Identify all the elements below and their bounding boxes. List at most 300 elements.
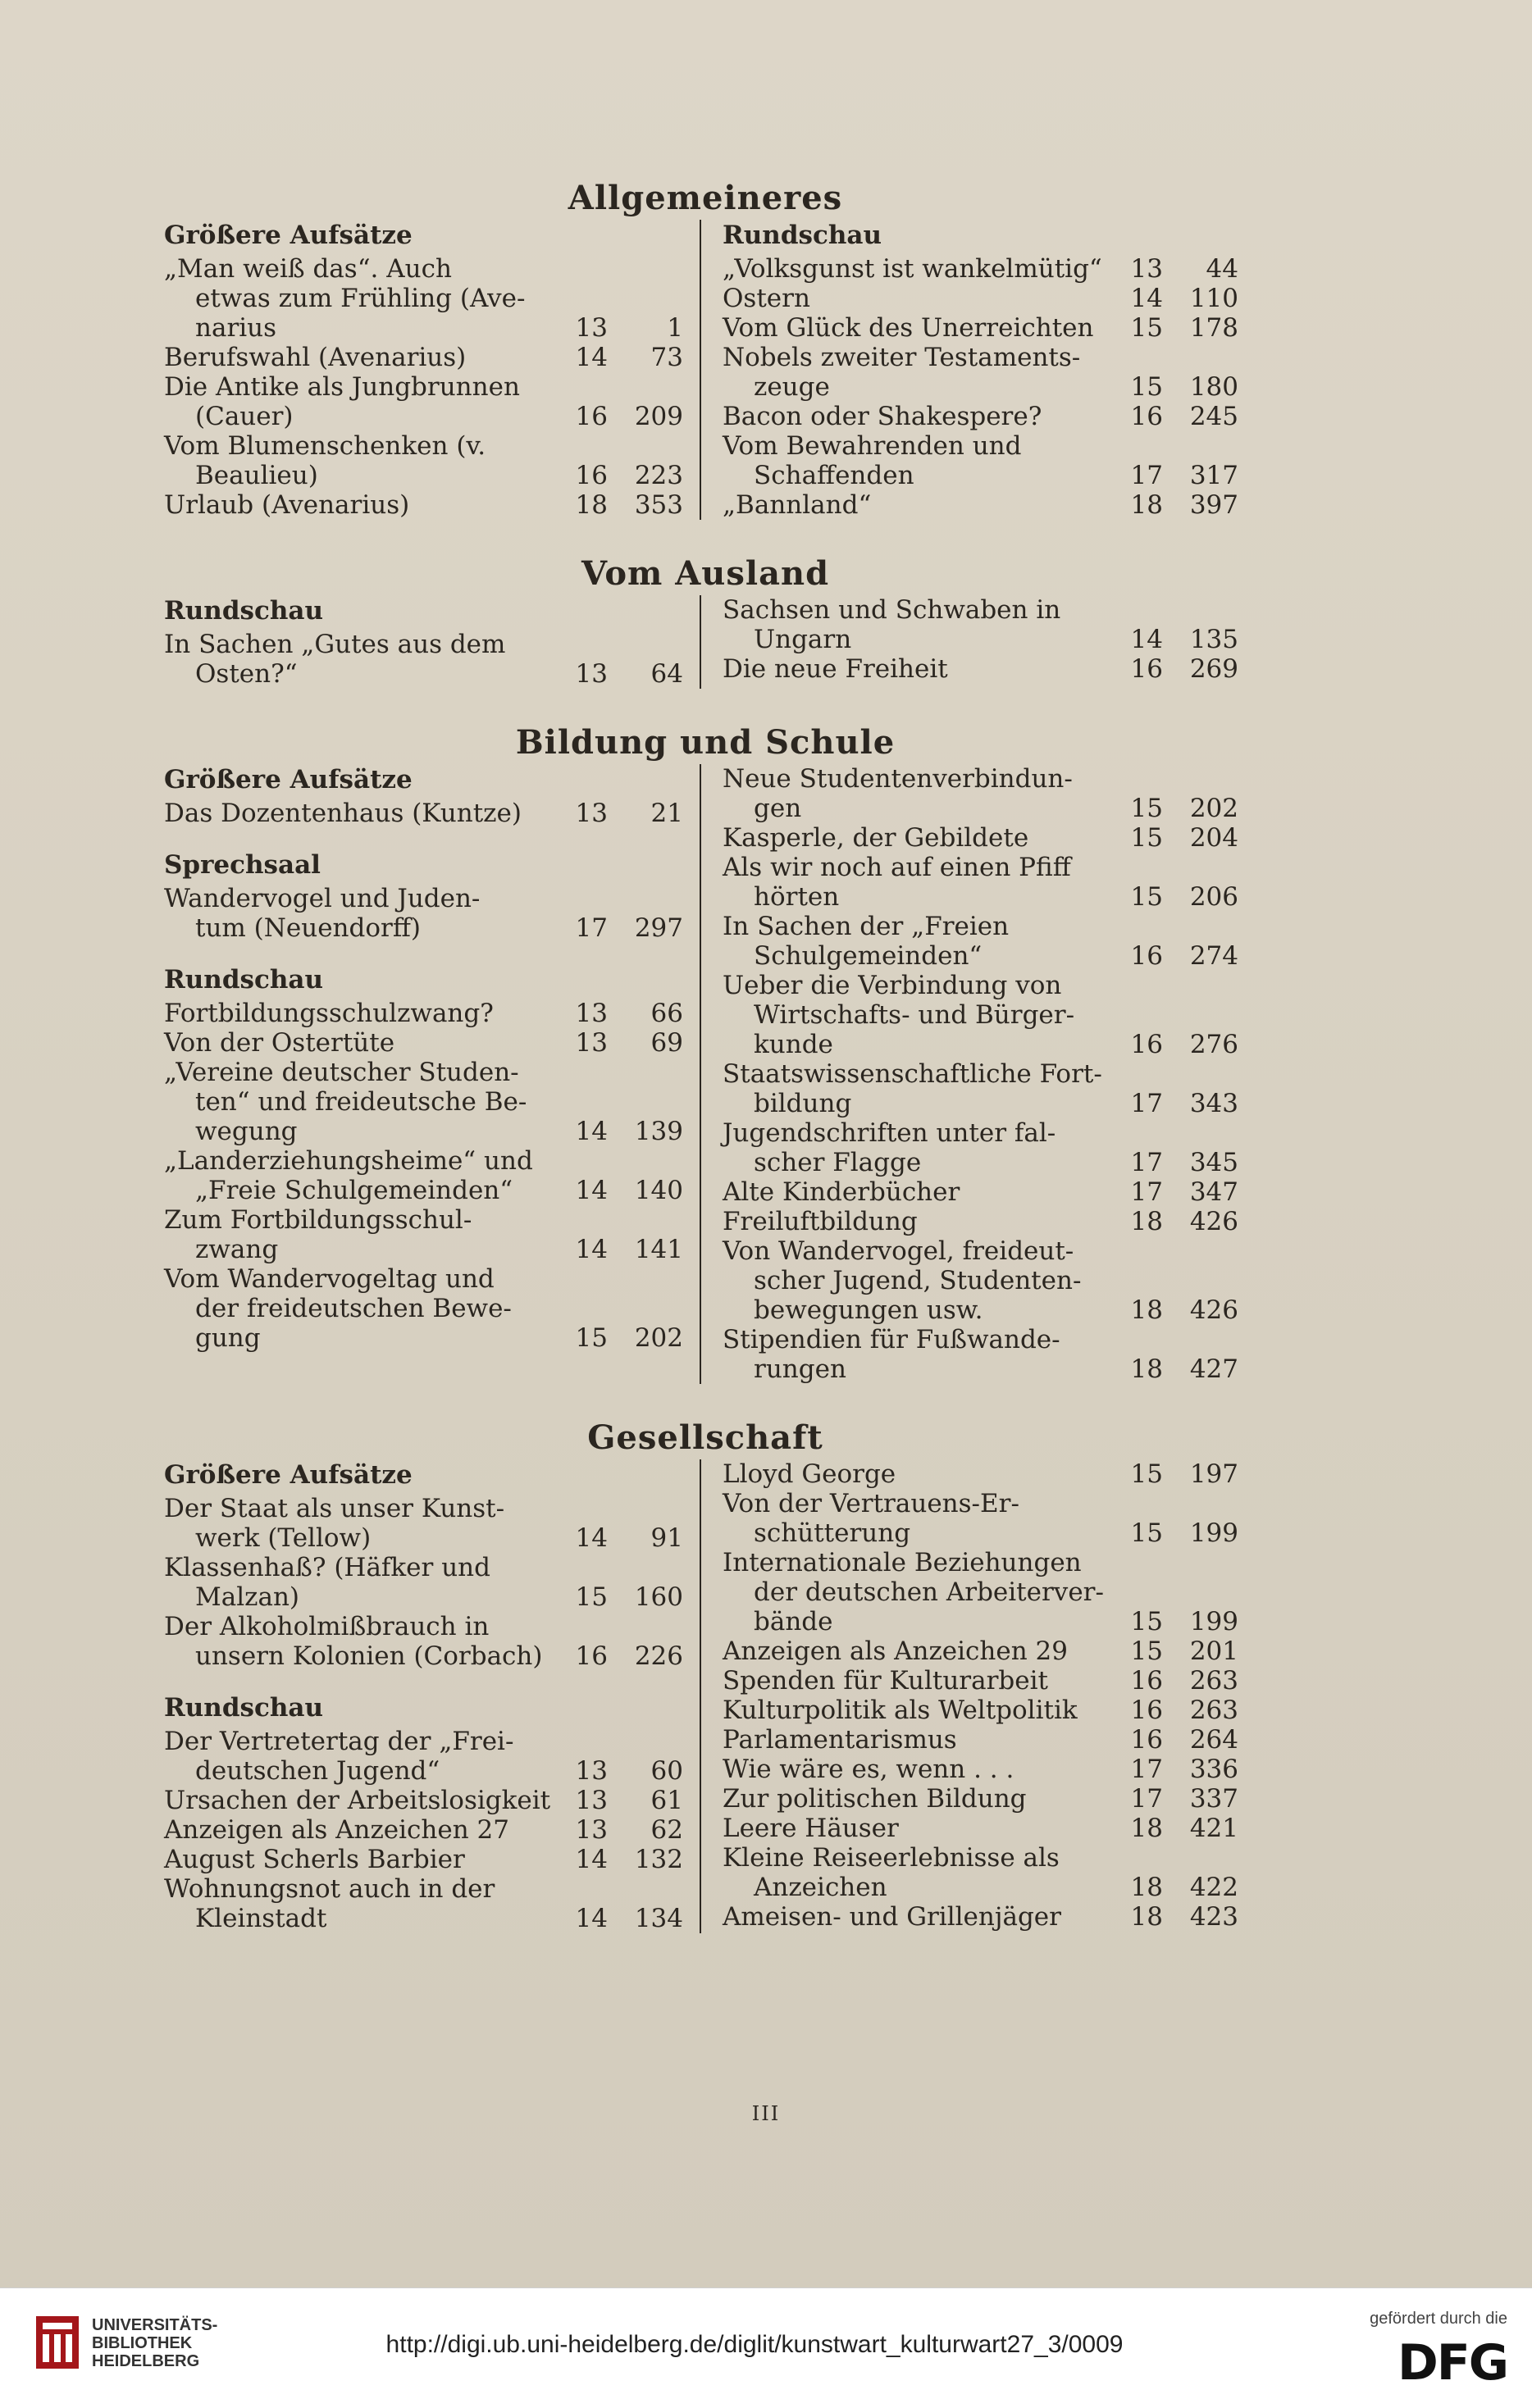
entry-title-line: Klassenhaß? (Häfker und	[164, 1553, 490, 1582]
entry-title	[723, 1843, 1117, 1902]
section-title: Vom Ausland	[581, 554, 830, 593]
entry-page: 199	[1189, 1607, 1238, 1636]
entry-title	[164, 1146, 562, 1205]
entry-volume: 15	[1130, 1636, 1163, 1666]
section-columns	[164, 1459, 1247, 1933]
entry-volume: 18	[1130, 1207, 1163, 1236]
entry-page: 337	[1189, 1784, 1238, 1814]
toc-entry	[723, 912, 1238, 971]
entry-title-line: Alte Kinderbücher	[723, 1177, 960, 1207]
entry-volume: 13	[575, 659, 608, 689]
entry-title	[723, 1459, 1117, 1489]
right-column	[701, 595, 1238, 689]
entry-volume: 15	[575, 1323, 608, 1353]
entry-title	[723, 1207, 1117, 1236]
entry-volume: 16	[1130, 1696, 1163, 1725]
entry-title-line: Fortbildungsschulzwang?	[164, 999, 494, 1028]
entry-title	[723, 1902, 1117, 1932]
entry-page: 426	[1189, 1207, 1238, 1236]
library-name-line: HEIDELBERG	[92, 2352, 200, 2370]
section	[164, 177, 1247, 520]
entry-page: 202	[1189, 794, 1238, 823]
toc-entry	[723, 1489, 1238, 1548]
entry-title-line: deutschen Jugend“	[195, 1756, 440, 1786]
toc-entry	[723, 1207, 1238, 1236]
entry-title-line: „Volksgunst ist wankelmütig“	[723, 254, 1102, 284]
entry-title-line: Kleine Reiseerlebnisse als	[723, 1843, 1060, 1873]
entry-title	[164, 1786, 562, 1815]
entry-volume: 14	[1130, 625, 1163, 654]
entry-title-line: „Landerziehungsheime“ und	[164, 1146, 533, 1176]
entry-volume: 17	[1130, 1177, 1163, 1207]
entry-title-line: Von der Ostertüte	[164, 1028, 395, 1058]
entry-title	[723, 313, 1117, 343]
entry-title	[723, 1325, 1117, 1384]
entry-title	[723, 402, 1117, 431]
entry-title-line: Ostern	[723, 284, 810, 313]
entry-title-line: Die Antike als Jungbrunnen	[164, 372, 520, 402]
toc-entry	[723, 1755, 1238, 1784]
entry-title-line: etwas zum Frühling (Ave-	[195, 284, 526, 313]
entry-title	[723, 823, 1117, 853]
spacer	[164, 1671, 683, 1692]
entry-page: 426	[1189, 1295, 1238, 1325]
entry-volume: 16	[1130, 1030, 1163, 1059]
toc-entry	[723, 1177, 1238, 1207]
entry-title-line: Kulturpolitik als Weltpolitik	[723, 1696, 1078, 1725]
entry-title	[164, 254, 562, 343]
toc-entry	[723, 343, 1238, 402]
entry-page: 422	[1189, 1873, 1238, 1902]
entry-title	[164, 343, 562, 372]
entry-title-line: Vom Blumenschenken (v.	[164, 431, 486, 461]
entry-title-line: bände	[754, 1607, 833, 1636]
permalink-url[interactable]: http://digi.ub.uni-heidelberg.de/diglit/kunstwart_kulturwart27_3/0009	[385, 2331, 1124, 2358]
entry-title-line: werk (Tellow)	[195, 1523, 372, 1553]
entry-page: 69	[650, 1028, 683, 1058]
entry-volume: 14	[575, 1117, 608, 1146]
toc-entry	[164, 1612, 683, 1671]
toc-entry	[723, 1636, 1238, 1666]
entry-title-line: Stipendien für Fußwande-	[723, 1325, 1060, 1354]
entry-volume: 15	[575, 1582, 608, 1612]
right-column	[701, 764, 1238, 1384]
entry-volume: 17	[1130, 1784, 1163, 1814]
library-name-line: UNIVERSITÄTS-	[92, 2316, 218, 2334]
entry-page: 178	[1189, 313, 1238, 343]
viewer-footer	[0, 2287, 1532, 2408]
entry-title-line: Wie wäre es, wenn . . .	[723, 1755, 1014, 1784]
entry-volume: 15	[1130, 794, 1163, 823]
entry-title-line: Kasperle, der Gebildete	[723, 823, 1029, 853]
library-name	[92, 2316, 217, 2370]
entry-title	[723, 1236, 1117, 1325]
entry-page: 336	[1189, 1755, 1238, 1784]
subsection-heading: Größere Aufsätze	[164, 1460, 413, 1490]
entry-volume: 18	[1130, 1295, 1163, 1325]
entry-page: 60	[650, 1756, 683, 1786]
entry-volume: 15	[1130, 313, 1163, 343]
entry-title-line: Wirtschafts- und Bürger-	[754, 1000, 1075, 1030]
entry-page: 226	[634, 1641, 683, 1671]
entry-page: 423	[1189, 1902, 1238, 1932]
entry-title-line: Vom Wandervogeltag und	[164, 1264, 495, 1294]
entry-volume: 13	[575, 313, 608, 343]
toc-entry	[164, 1146, 683, 1205]
entry-title	[723, 284, 1117, 313]
entry-page: 135	[1189, 625, 1238, 654]
left-column	[164, 1459, 701, 1933]
entry-title-line: scher Flagge	[754, 1148, 922, 1177]
entry-title-line: Spenden für Kulturarbeit	[723, 1666, 1048, 1696]
entry-page: 397	[1189, 490, 1238, 520]
entry-volume: 16	[1130, 1666, 1163, 1696]
entry-page: 317	[1189, 461, 1238, 490]
entry-title-line: zeuge	[754, 372, 830, 402]
entry-page: 343	[1189, 1089, 1238, 1118]
entry-title	[723, 1489, 1117, 1548]
toc-entry	[723, 1784, 1238, 1814]
entry-title	[723, 1784, 1117, 1814]
entry-page: 64	[650, 659, 683, 689]
toc-entry	[164, 1028, 683, 1058]
entry-title-line: Staatswissenschaftliche Fort-	[723, 1059, 1102, 1089]
entry-volume: 18	[1130, 1902, 1163, 1932]
entry-volume: 14	[575, 343, 608, 372]
entry-volume: 15	[1130, 1459, 1163, 1489]
entry-title-line: zwang	[195, 1235, 279, 1264]
entry-title	[723, 1814, 1117, 1843]
subsection-heading: Rundschau	[164, 1693, 324, 1723]
entry-title	[723, 1548, 1117, 1636]
entry-title-line: ten“ und freideutsche Be-	[195, 1087, 527, 1117]
toc-entry	[723, 1325, 1238, 1384]
entry-page: 21	[650, 799, 683, 828]
entry-page: 209	[634, 402, 683, 431]
entry-volume: 14	[575, 1904, 608, 1933]
entry-title-line: Leere Häuser	[723, 1814, 899, 1843]
toc-entry	[723, 1548, 1238, 1636]
entry-title-line: Von der Vertrauens-Er-	[723, 1489, 1019, 1518]
entry-volume: 18	[1130, 1814, 1163, 1843]
entry-page: 274	[1189, 941, 1238, 971]
left-column	[164, 595, 701, 689]
entry-title	[723, 764, 1117, 823]
entry-title-line: Ungarn	[754, 625, 852, 654]
entry-volume: 13	[575, 799, 608, 828]
entry-title	[723, 912, 1117, 971]
toc-entry	[164, 1058, 683, 1146]
entry-title-line: (Cauer)	[195, 402, 294, 431]
entry-volume: 17	[575, 913, 608, 943]
entry-title-line: tum (Neuendorff)	[195, 913, 421, 943]
entry-title-line: Die neue Freiheit	[723, 654, 948, 684]
entry-volume: 17	[1130, 1148, 1163, 1177]
entry-page: 110	[1189, 284, 1238, 313]
entry-volume: 13	[575, 999, 608, 1028]
entry-title-line: Anzeichen	[754, 1873, 887, 1902]
entry-page: 421	[1189, 1814, 1238, 1843]
entry-volume: 16	[1130, 402, 1163, 431]
toc-entry	[723, 313, 1238, 343]
subsection-heading: Rundschau	[164, 596, 324, 626]
toc-entry	[723, 1902, 1238, 1932]
toc-entry	[723, 823, 1238, 853]
entry-title	[723, 431, 1117, 490]
toc-entry	[723, 1814, 1238, 1843]
entry-title	[164, 999, 562, 1028]
table-of-contents	[164, 177, 1247, 1933]
entry-page: 66	[650, 999, 683, 1028]
entry-page: 297	[634, 913, 683, 943]
entry-volume: 16	[1130, 1725, 1163, 1755]
entry-volume: 13	[575, 1786, 608, 1815]
entry-page: 197	[1189, 1459, 1238, 1489]
spacer	[164, 828, 683, 849]
entry-title	[723, 254, 1117, 284]
entry-page: 347	[1189, 1177, 1238, 1207]
entry-title-line: „Bannland“	[723, 490, 872, 520]
entry-page: 276	[1189, 1030, 1238, 1059]
entry-page: 264	[1189, 1725, 1238, 1755]
entry-title-line: Beaulieu)	[195, 461, 318, 490]
entry-volume: 16	[575, 1641, 608, 1671]
entry-title	[723, 1725, 1117, 1755]
toc-entry	[164, 884, 683, 943]
entry-title-line: „Man weiß das“. Auch	[164, 254, 452, 284]
toc-entry	[164, 1205, 683, 1264]
entry-volume: 16	[575, 402, 608, 431]
subsection-heading: Rundschau	[723, 221, 882, 250]
entry-title-line: Urlaub (Avenarius)	[164, 490, 410, 520]
entry-title	[164, 1494, 562, 1553]
entry-volume: 16	[575, 461, 608, 490]
entry-title	[723, 595, 1117, 654]
entry-title-line: narius	[195, 313, 277, 343]
toc-entry	[723, 1118, 1238, 1177]
entry-volume: 15	[1130, 882, 1163, 912]
entry-title	[723, 1059, 1117, 1118]
entry-title-line: Freiluftbildung	[723, 1207, 918, 1236]
entry-volume: 15	[1130, 1518, 1163, 1548]
entry-title	[723, 1636, 1117, 1666]
entry-title-line: In Sachen der „Freien	[723, 912, 1010, 941]
entry-title-line: Ursachen der Arbeitslosigkeit	[164, 1786, 551, 1815]
entry-title-line: Anzeigen als Anzeichen 29	[723, 1636, 1068, 1666]
entry-title-line: Anzeigen als Anzeichen 27	[164, 1815, 509, 1845]
toc-entry	[723, 490, 1238, 520]
entry-volume: 14	[575, 1235, 608, 1264]
subsection-heading: Größere Aufsätze	[164, 765, 413, 794]
entry-volume: 15	[1130, 823, 1163, 853]
left-column	[164, 764, 701, 1384]
entry-title	[723, 971, 1117, 1059]
entry-title-line: „Freie Schulgemeinden“	[195, 1176, 513, 1205]
toc-entry	[723, 654, 1238, 684]
toc-entry	[164, 1786, 683, 1815]
entry-page: 139	[634, 1117, 683, 1146]
entry-title-line: Malzan)	[195, 1582, 300, 1612]
entry-title-line: Nobels zweiter Testaments-	[723, 343, 1081, 372]
entry-title-line: der freideutschen Bewe-	[195, 1294, 512, 1323]
entry-title	[164, 1612, 562, 1671]
entry-title-line: Schulgemeinden“	[754, 941, 983, 971]
entry-title-line: Der Vertretertag der „Frei-	[164, 1727, 514, 1756]
right-column	[701, 220, 1238, 520]
entry-title-line: unsern Kolonien (Corbach)	[195, 1641, 543, 1671]
university-library-logo-icon	[33, 2313, 82, 2372]
entry-volume: 13	[575, 1756, 608, 1786]
section	[164, 721, 1247, 1384]
toc-entry	[164, 1727, 683, 1786]
entry-title-line: Wohnungsnot auch in der	[164, 1874, 495, 1904]
entry-title	[164, 1845, 562, 1874]
entry-page: 180	[1189, 372, 1238, 402]
toc-entry	[723, 431, 1238, 490]
entry-page: 140	[634, 1176, 683, 1205]
entry-title-line: gung	[195, 1323, 261, 1353]
entry-title	[164, 1205, 562, 1264]
entry-title-line: Der Alkoholmißbrauch in	[164, 1612, 490, 1641]
entry-title	[164, 372, 562, 431]
entry-title-line: Sachsen und Schwaben in	[723, 595, 1061, 625]
entry-page: 345	[1189, 1148, 1238, 1177]
entry-title-line: Zur politischen Bildung	[723, 1784, 1027, 1814]
entry-volume: 17	[1130, 1089, 1163, 1118]
toc-entry	[164, 1553, 683, 1612]
toc-entry	[723, 1843, 1238, 1902]
entry-title	[164, 1028, 562, 1058]
entry-title-line: Zum Fortbildungsschul-	[164, 1205, 472, 1235]
entry-title-line: Von Wandervogel, freideut-	[723, 1236, 1074, 1266]
entry-volume: 13	[1130, 254, 1163, 284]
toc-entry	[164, 630, 683, 689]
entry-page: 263	[1189, 1696, 1238, 1725]
section-title: Allgemeineres	[568, 179, 843, 217]
toc-entry	[723, 595, 1238, 654]
entry-title-line: hörten	[754, 882, 840, 912]
entry-page: 353	[634, 490, 683, 520]
library-name-line: BIBLIOTHEK	[92, 2334, 193, 2352]
entry-volume: 14	[1130, 284, 1163, 313]
entry-title	[164, 1874, 562, 1933]
toc-entry	[723, 402, 1238, 431]
toc-entry	[723, 1459, 1238, 1489]
entry-title-line: wegung	[195, 1117, 298, 1146]
entry-title-line: Der Staat als unser Kunst-	[164, 1494, 505, 1523]
entry-page: 132	[634, 1845, 683, 1874]
entry-title	[164, 799, 562, 828]
toc-entry	[723, 853, 1238, 912]
toc-entry	[164, 431, 683, 490]
entry-title-line: Lloyd George	[723, 1459, 896, 1489]
entry-page: 91	[650, 1523, 683, 1553]
funder-label: gefördert durch die	[1370, 2310, 1507, 2328]
entry-title-line: kunde	[754, 1030, 833, 1059]
entry-title	[723, 853, 1117, 912]
toc-entry	[164, 1815, 683, 1845]
toc-entry	[164, 1845, 683, 1874]
entry-volume: 18	[1130, 1354, 1163, 1384]
entry-volume: 13	[575, 1028, 608, 1058]
entry-volume: 15	[1130, 1607, 1163, 1636]
entry-title-line: schütterung	[754, 1518, 911, 1548]
entry-title-line: August Scherls Barbier	[164, 1845, 465, 1874]
page-number: III	[751, 2102, 781, 2125]
section-title: Bildung und Schule	[515, 723, 896, 762]
toc-entry	[164, 1874, 683, 1933]
entry-title	[164, 1058, 562, 1146]
entry-volume: 17	[1130, 1755, 1163, 1784]
entry-page: 61	[650, 1786, 683, 1815]
entry-title	[164, 1815, 562, 1845]
toc-entry	[723, 1696, 1238, 1725]
entry-title-line: Schaffenden	[754, 461, 914, 490]
entry-title-line: Wandervogel und Juden-	[164, 884, 481, 913]
entry-title-line: In Sachen „Gutes aus dem	[164, 630, 506, 659]
entry-title	[723, 1118, 1117, 1177]
entry-title	[164, 431, 562, 490]
subsection-heading: Rundschau	[164, 965, 324, 995]
entry-page: 245	[1189, 402, 1238, 431]
entry-page: 202	[634, 1323, 683, 1353]
toc-entry	[723, 764, 1238, 823]
section	[164, 553, 1247, 689]
entry-title-line: Kleinstadt	[195, 1904, 327, 1933]
entry-title-line: Vom Glück des Unerreichten	[723, 313, 1094, 343]
entry-page: 206	[1189, 882, 1238, 912]
entry-title	[164, 1553, 562, 1612]
toc-entry	[164, 999, 683, 1028]
section-columns	[164, 595, 1247, 689]
subsection-heading: Sprechsaal	[164, 850, 321, 880]
entry-page: 204	[1189, 823, 1238, 853]
entry-volume: 17	[1130, 461, 1163, 490]
entry-page: 1	[667, 313, 683, 343]
toc-entry	[164, 490, 683, 520]
entry-title-line: rungen	[754, 1354, 846, 1384]
entry-volume: 18	[1130, 490, 1163, 520]
entry-volume: 14	[575, 1176, 608, 1205]
entry-page: 62	[650, 1815, 683, 1845]
entry-volume: 18	[1130, 1873, 1163, 1902]
entry-page: 263	[1189, 1666, 1238, 1696]
entry-page: 73	[650, 343, 683, 372]
left-column	[164, 220, 701, 520]
entry-page: 223	[634, 461, 683, 490]
toc-entry	[164, 372, 683, 431]
toc-entry	[164, 254, 683, 343]
toc-entry	[723, 254, 1238, 284]
entry-title-line: Das Dozentenhaus (Kuntze)	[164, 799, 522, 828]
entry-title-line: Als wir noch auf einen Pfiff	[723, 853, 1071, 882]
toc-entry	[164, 1494, 683, 1553]
entry-title-line: bildung	[754, 1089, 852, 1118]
toc-entry	[723, 1725, 1238, 1755]
entry-title-line: der deutschen Arbeiterver-	[754, 1577, 1104, 1607]
toc-entry	[723, 1666, 1238, 1696]
entry-page: 199	[1189, 1518, 1238, 1548]
section-columns	[164, 220, 1247, 520]
entry-page: 141	[634, 1235, 683, 1264]
entry-title-line: Bacon oder Shakespere?	[723, 402, 1042, 431]
entry-title-line: Vom Bewahrenden und	[723, 431, 1022, 461]
toc-entry	[164, 343, 683, 372]
entry-title	[164, 1727, 562, 1786]
toc-entry	[723, 1236, 1238, 1325]
section-title: Gesellschaft	[587, 1418, 823, 1457]
entry-title	[164, 490, 562, 520]
